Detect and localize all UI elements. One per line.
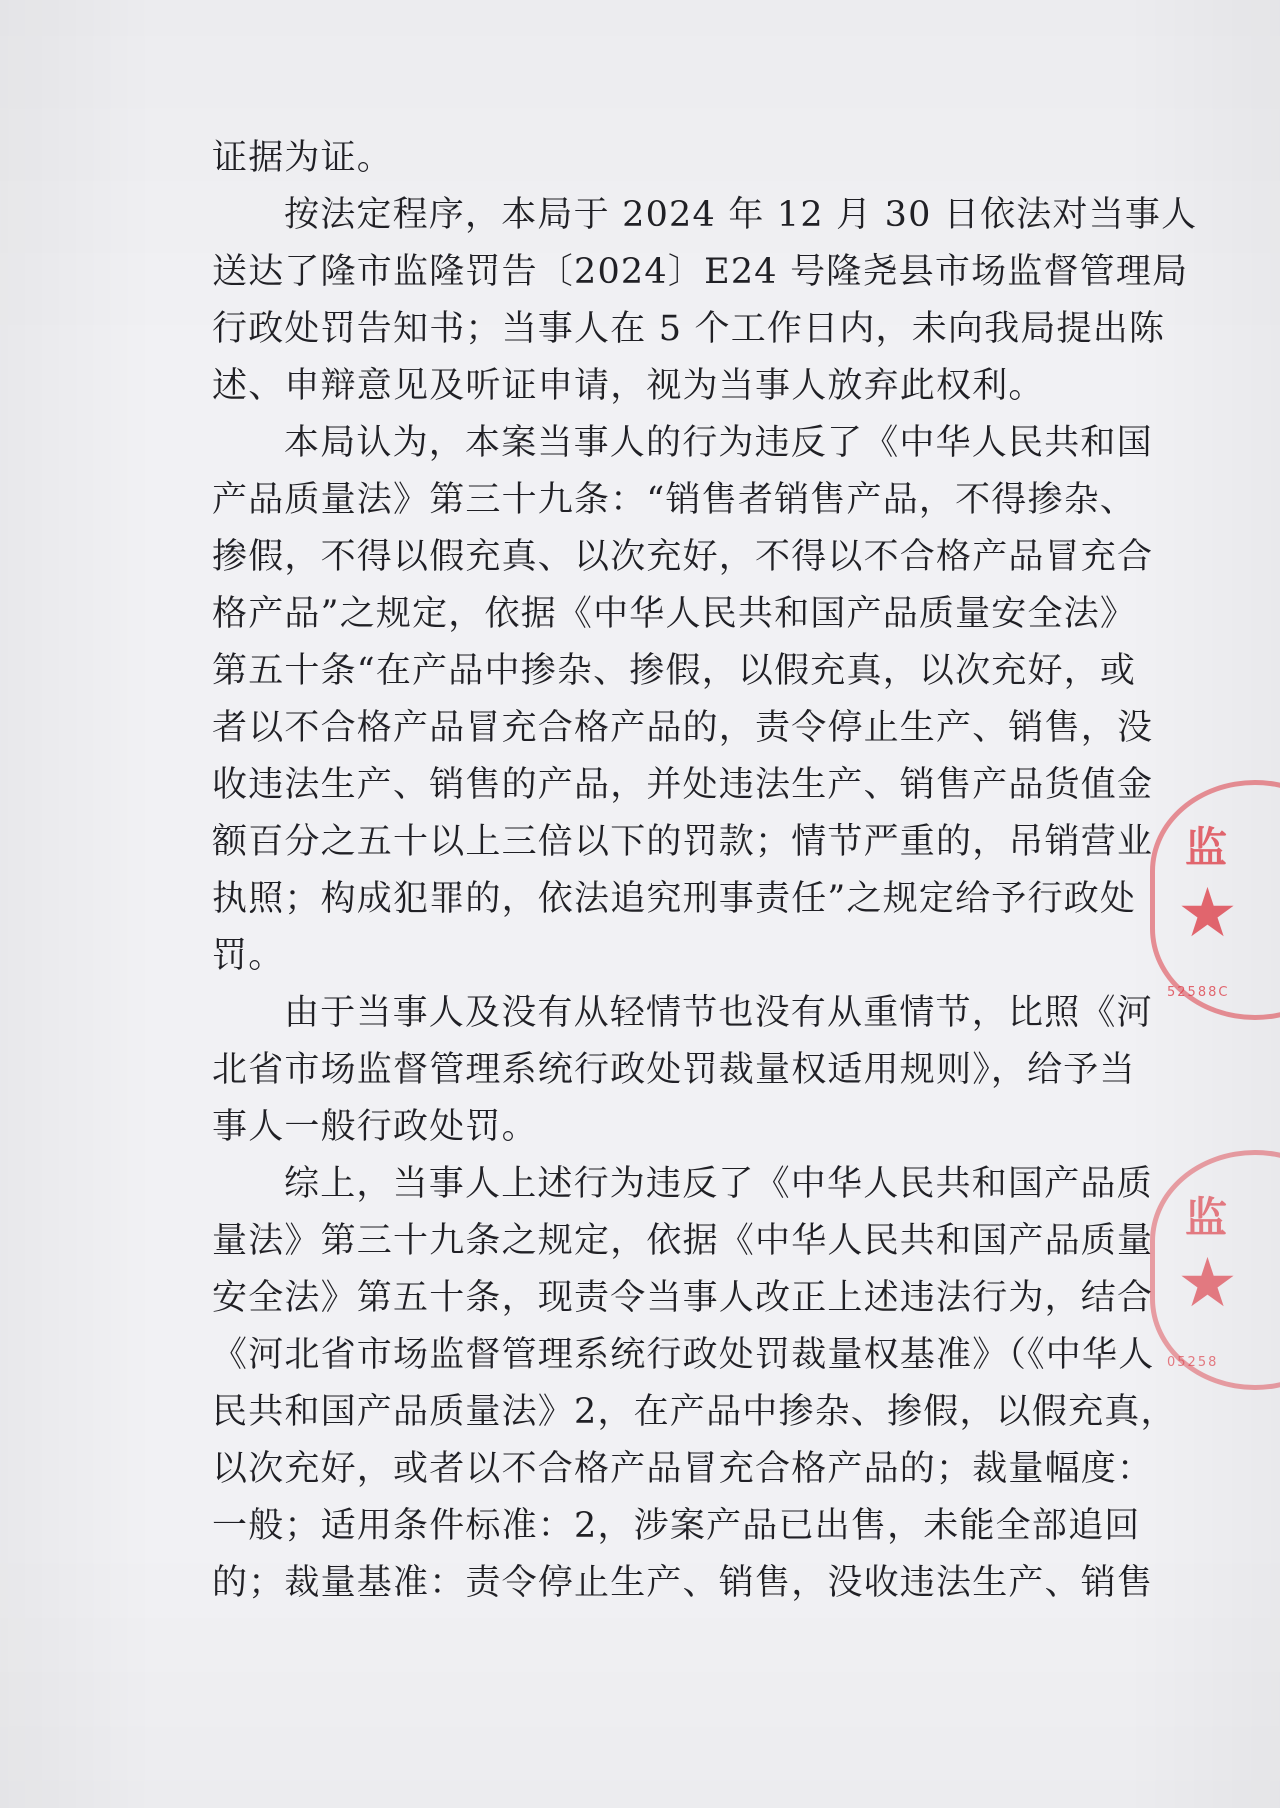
text-line: 按法定程序，本局于 2024 年 12 月 30 日依法对当事人 [284,195,1198,235]
text-line: 以次充好，或者以不合格产品冒充合格产品的；裁量幅度： [212,1449,1154,1489]
text-line: 本局认为，本案当事人的行为违反了《中华人民共和国 [284,423,1153,463]
text-line: 的；裁量基准：责令停止生产、销售，没收违法生产、销售 [212,1563,1154,1603]
text-line: 执照；构成犯罪的，依法追究刑事责任”之规定给予行政处 [212,879,1137,919]
text-line: 综上，当事人上述行为违反了《中华人民共和国产品质 [284,1164,1153,1204]
text-line: 由于当事人及没有从轻情节也没有从重情节，比照《河 [284,993,1153,1033]
text-line: 额百分之五十以上三倍以下的罚款；情节严重的，吊销营业 [212,822,1154,862]
text-line: 民共和国产品质量法》2，在产品中掺杂、掺假，以假充真， [212,1392,1177,1432]
text-line: 产品质量法》第三十九条：“销售者销售产品，不得掺杂、 [212,480,1137,520]
text-line: 行政处罚告知书；当事人在 5 个工作日内，未向我局提出陈 [212,309,1166,349]
official-seal-bottom [1150,1150,1280,1390]
text-line: 格产品”之规定，依据《中华人民共和国产品质量安全法》 [212,594,1137,634]
text-line: 者以不合格产品冒充合格产品的，责令停止生产、销售，没 [212,708,1154,748]
seal-text: 监 [1185,1193,1228,1242]
text-line: 安全法》第五十条，现责令当事人改正上述违法行为，结合 [212,1278,1154,1318]
text-line: 证据为证。 [212,138,394,178]
text-line: 事人一般行政处罚。 [212,1107,538,1147]
text-line: 《河北省市场监督管理系统行政处罚裁量权基准》（《中华人 [212,1335,1155,1375]
official-seal-top [1150,780,1280,1020]
text-line: 一般；适用条件标准：2，涉案产品已出售，未能全部追回 [212,1506,1141,1546]
text-line: 第五十条“在产品中掺杂、掺假，以假充真，以次充好，或 [212,651,1137,691]
star-icon: ★ [1177,874,1238,953]
star-icon: ★ [1177,1244,1238,1323]
seal-text: 监 [1185,823,1228,872]
seal-code: 05258 [1167,1355,1219,1370]
text-line: 北省市场监督管理系统行政处罚裁量权适用规则》，给予当 [212,1050,1136,1090]
text-line: 述、申辩意见及听证申请，视为当事人放弃此权利。 [212,366,1045,406]
text-line: 掺假，不得以假充真、以次充好，不得以不合格产品冒充合 [212,537,1154,577]
text-line: 收违法生产、销售的产品，并处违法生产、销售产品货值金 [212,765,1154,805]
text-line: 量法》第三十九条之规定，依据《中华人民共和国产品质量 [212,1221,1154,1261]
text-line: 罚。 [212,936,285,976]
text-line: 送达了隆市监隆罚告〔2024〕E24 号隆尧县市场监督管理局 [212,252,1189,292]
seal-code: 52588C [1167,985,1230,1000]
